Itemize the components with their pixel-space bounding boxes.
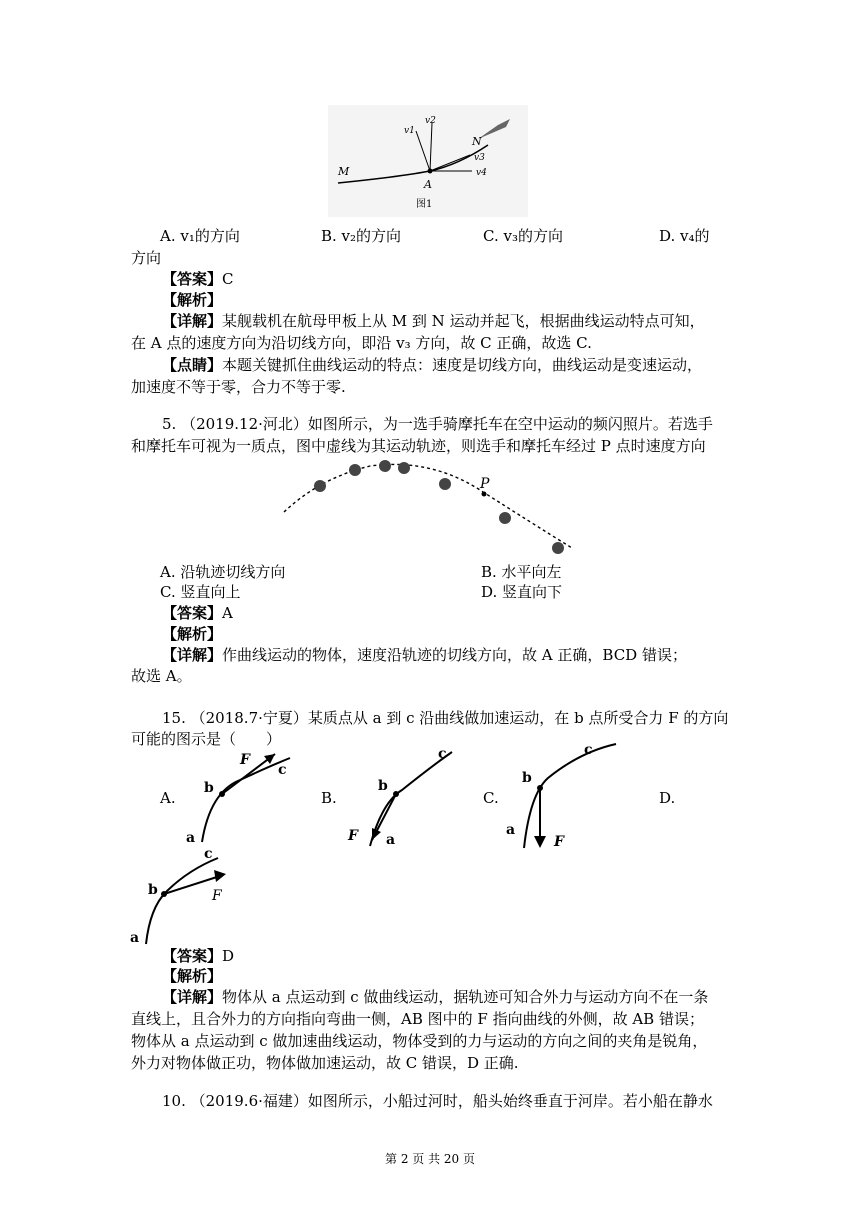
fig1-label-v3: v3 [474, 153, 485, 163]
label-f: F [212, 888, 222, 904]
q4-answer [162, 269, 762, 289]
q15-option-d: D. [659, 789, 676, 807]
q15-detail-line-4: 外力对物体做正功，物体做加速运动，故 C 错误，D 正确. [131, 1054, 519, 1072]
q4-tip-line-1 [162, 355, 762, 375]
q15-detail-line-1 [162, 987, 762, 1007]
label-c: c [438, 746, 447, 762]
label-b: b [148, 882, 158, 898]
q15-option-c: C. [483, 789, 499, 807]
fig1-label-m: M [338, 165, 350, 178]
q4-option-b: B. v₂的方向 [321, 227, 402, 245]
q10-stem-line-1: 10. （2019.6·福建）如图所示，小船过河时，船头始终垂直于河岸。若小船在静水 [162, 1092, 713, 1110]
analysis-tag: 【解析】 [162, 291, 223, 309]
analysis-tag: 【解析】 [162, 625, 223, 643]
fig1-label-v1: v1 [404, 126, 415, 136]
q4-option-a: A. v₁的方向 [160, 227, 240, 245]
fig1-label-v2: v2 [425, 116, 436, 126]
label-f: F [554, 834, 564, 850]
label-b: b [204, 780, 214, 796]
q5-option-c: C. 竖直向上 [160, 583, 241, 601]
q5-option-b: B. 水平向左 [481, 563, 562, 581]
label-c: c [278, 762, 287, 778]
detail-text: 某舰载机在航母甲板上从 M 到 N 运动并起飞，根据曲线运动特点可知， [222, 312, 705, 330]
q15-option-a: A. [160, 789, 176, 807]
answer-value: A [222, 604, 233, 622]
tip-tag: 【点睛】 [162, 356, 223, 374]
q15-figure-b [342, 742, 462, 850]
q5-option-a: A. 沿轨迹切线方向 [160, 563, 286, 581]
q15-figure-c [500, 738, 620, 850]
answer-tag: 【答案】 [162, 270, 223, 288]
q15-detail-line-3: 物体从 a 点运动到 c 做加速曲线运动，物体受到的力与运动的方向之间的夹角是锐角， [131, 1032, 708, 1050]
q4-option-d: D. v₄的 [659, 227, 710, 245]
answer-value: D [222, 947, 235, 965]
label-a: a [506, 822, 516, 838]
q4-detail-line-2: 在 A 点的速度方向为沿切线方向，即沿 v₃ 方向，故 C 正确，故选 C. [131, 334, 592, 352]
q15-detail-line-2: 直线上，且合外力的方向指向弯曲一侧，AB 图中的 F 指向曲线的外侧，故 AB 错误； [131, 1010, 704, 1028]
q15-figure-a [180, 742, 300, 850]
detail-tag: 【详解】 [162, 646, 223, 664]
q15-option-b: B. [321, 789, 337, 807]
label-a: a [386, 832, 396, 848]
q4-tip-line-2: 加速度不等于零，合力不等于零. [131, 378, 346, 396]
fig1-label-v4: v4 [476, 168, 487, 178]
q15-analysis-tag [162, 966, 762, 986]
answer-tag: 【答案】 [162, 947, 223, 965]
q5-stem-line-1: 5. （2019.12·河北）如图所示，为一选手骑摩托车在空中运动的频闪照片。若选手 [162, 415, 713, 433]
q5-option-d: D. 竖直向下 [481, 583, 563, 601]
label-a: a [186, 830, 196, 846]
q5-stem-line-2: 和摩托车可视为一质点，图中虚线为其运动轨迹，则选手和摩托车经过 P 点时速度方向 [131, 437, 706, 455]
tip-text: 本题关键抓住曲线运动的特点：速度是切线方向，曲线运动是变速运动， [222, 356, 703, 374]
q4-analysis-tag [162, 290, 762, 310]
detail-tag: 【详解】 [162, 312, 223, 330]
page-footer: 第 2 页 共 20 页 [385, 1152, 475, 1166]
q4-option-wrap: 方向 [131, 249, 162, 267]
label-c: c [584, 742, 593, 758]
figure-motorcycle-trajectory [280, 456, 580, 560]
detail-tag: 【详解】 [162, 988, 223, 1006]
q5-analysis-tag [162, 624, 762, 644]
fig1-caption: 图1 [416, 199, 433, 210]
motorcycle-icons [314, 460, 564, 554]
figure-1-velocity-directions [328, 105, 528, 217]
q4-detail-line-1 [162, 311, 762, 331]
label-b: b [378, 778, 388, 794]
q5-detail-line-1 [162, 645, 762, 665]
fig1-label-n: N [472, 135, 482, 148]
fig-label-p: P [480, 476, 490, 492]
answer-value: C [222, 270, 234, 288]
q5-answer [162, 603, 762, 623]
label-c: c [204, 846, 213, 862]
q15-stem-line-1: 15. （2018.7·宁夏）某质点从 a 到 c 沿曲线做加速运动，在 b 点所受合力 F 的方向 [162, 709, 729, 727]
detail-text: 作曲线运动的物体，速度沿轨迹的切线方向，故 A 正确，BCD 错误； [222, 646, 687, 664]
answer-tag: 【答案】 [162, 604, 223, 622]
label-b: b [522, 770, 532, 786]
q4-option-c: C. v₃的方向 [483, 227, 563, 245]
label-f: F [240, 752, 250, 768]
q15-stem-line-2: 可能的图示是（ ） [131, 730, 282, 748]
q5-detail-line-2: 故选 A。 [131, 667, 192, 685]
analysis-tag: 【解析】 [162, 967, 223, 985]
q15-answer [162, 946, 762, 966]
label-a: a [130, 930, 140, 946]
q15-figure-d [128, 842, 238, 946]
detail-text: 物体从 a 点运动到 c 做曲线运动，据轨迹可知合外力与运动方向不在一条 [222, 988, 709, 1006]
label-f: F [348, 828, 358, 844]
fig1-label-a: A [424, 178, 432, 191]
